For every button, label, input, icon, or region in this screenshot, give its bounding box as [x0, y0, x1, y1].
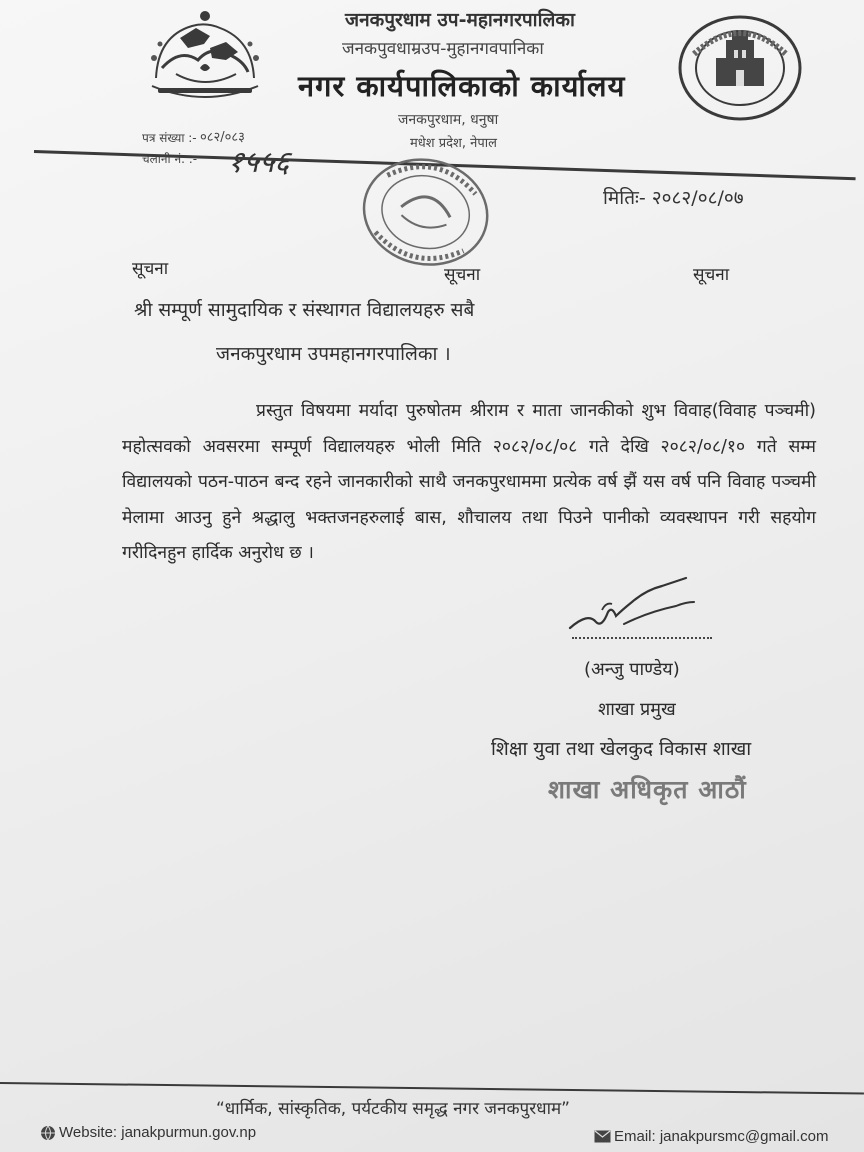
janakpur-municipality-seal-icon: [676, 14, 804, 122]
footer-tagline: “धार्मिक, सांस्कृतिक, पर्यटकीय समृद्ध नगर जनकपुरधाम”: [216, 1099, 570, 1119]
subject-heading-center: सूचना: [444, 265, 481, 285]
signatory-title: शाखा प्रमुख: [598, 699, 676, 720]
nepal-emblem-icon: [140, 8, 270, 108]
signatory-department: शिक्षा युवा तथा खेलकुद विकास शाखा: [491, 738, 752, 760]
round-office-stamp-icon: [350, 150, 500, 280]
rank-stamp: शाखा अधिकृत आठौं: [548, 775, 747, 804]
subject-heading-right: सूचना: [693, 265, 730, 285]
signature-line: [572, 637, 712, 639]
email-text: Email: janakpursmc@gmail.com: [614, 1128, 829, 1145]
ref-number-label: पत्र संख्या :-: [142, 131, 197, 145]
signatory-name: (अन्जु पाण्डेय): [584, 659, 680, 680]
letter-date: मितिः- २०८२/०८/०७: [603, 187, 744, 209]
dispatch-number-value: १५५६: [225, 145, 293, 180]
office-address-province: मधेश प्रदेश, नेपाल: [410, 136, 497, 151]
footer-website: [40, 1124, 256, 1141]
subject-heading-left: सूचना: [132, 259, 169, 279]
dispatch-number-label: चलानी नं. :-: [142, 152, 198, 166]
addressee-line-1: श्री सम्पूर्ण सामुदायिक र संस्थागत विद्यालयहरु सबै: [134, 299, 475, 321]
municipality-name: जनकपुरधाम उप-महानगरपालिका: [345, 9, 575, 31]
office-title: नगर कार्यपालिकाको कार्यालय: [298, 69, 626, 103]
footer-divider: [0, 1082, 864, 1095]
addressee-line-2: जनकपुरधाम उपमहानगरपालिका ।: [216, 343, 451, 365]
footer-email: [594, 1128, 828, 1145]
municipality-name-alt-script: जनकपुवधाम्रउप-मुहानगवपानिका: [342, 39, 544, 59]
handwritten-signature-icon: [566, 572, 698, 638]
office-address-city: जनकपुरधाम, धनुषा: [398, 112, 499, 128]
ref-number-value: ०८२/०८३: [200, 130, 245, 145]
envelope-icon: [594, 1130, 611, 1143]
globe-icon: [40, 1125, 56, 1141]
website-text: Website: janakpurmun.gov.np: [59, 1124, 257, 1141]
notice-body: प्रस्तुत विषयमा मर्यादा पुरुषोतम श्रीराम र माता जानकीको शुभ विवाह(विवाह पञ्चमी) महोत्सवको अवसरमा सम्पूर्ण विद्यालयहरु भोली मिति २०८२/०८/०८ गते देखि २०८२/०८/१० गते सम्म विद्यालयको पठन-पाठन बन्द रहने जानकारीको साथै जनकपुरधाममा प्रत्येक वर्ष झैं यस वर्ष पनि विवाह पञ्चमी मेलामा आउनु हुने श्रद्धालु भक्तजनहरुलाई बास, शौचालय तथा पिउने पानीको व्यवस्थापन गरी सहयोग गरीदिनहुन हार्दिक अनुरोध छ ।: [122, 401, 816, 563]
